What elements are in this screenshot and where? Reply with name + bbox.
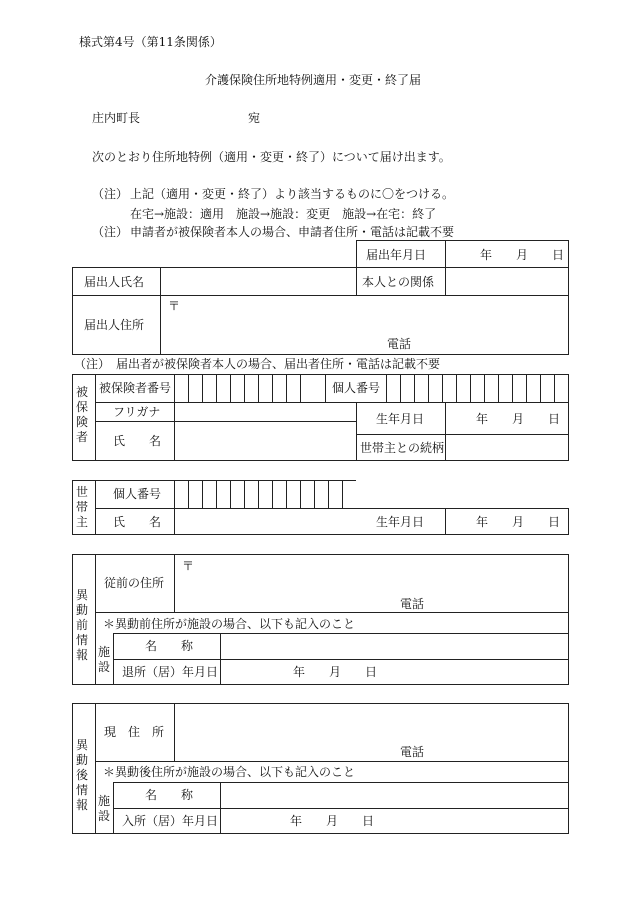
notifier-address-label: 届出人住所 [84,318,145,332]
insured-birth-label: 生年月日 [376,412,425,426]
householder-side-label: 世帯主 [75,485,88,529]
before-date-value[interactable]: 年 月 日 [293,665,378,679]
before-facility-name-label: 名 称 [145,639,194,653]
after-phone-label: 電話 [400,745,425,759]
form-number: 様式第4号（第11条関係） [79,35,222,49]
after-date-value[interactable]: 年 月 日 [290,814,375,828]
insured-personal-number-cells[interactable] [386,374,568,402]
form-title: 介護保険住所地特例適用・変更・終了届 [205,73,422,87]
insured-relation-label: 世帯主との続柄 [360,441,445,455]
householder-name-label: 氏 名 [113,515,162,529]
insured-birth-value[interactable]: 年 月 日 [476,412,561,426]
addressee: 庄内町長 [92,111,141,125]
notify-date-label: 届出年月日 [366,248,427,262]
before-facility-note: ＊異動前住所が施設の場合、以下も記入のこと [103,617,356,631]
note3-text: （注） 届出者が被保険者本人の場合、届出者住所・電話は記載不要 [74,357,441,371]
before-date-label: 退所（居）年月日 [122,665,219,679]
insured-name-label: 氏 名 [113,434,162,448]
before-postal-mark: 〒 [182,559,195,573]
householder-birth-value[interactable]: 年 月 日 [476,515,561,529]
householder-personal-number-label: 個人番号 [113,487,162,501]
note1-text: 上記（適用・変更・終了）より該当するものに〇をつける。 [130,187,455,201]
insured-side-label: 被保険者 [75,385,88,444]
note1-mark: （注） [92,187,129,201]
note2-text: 申請者が被保険者本人の場合、申請者住所・電話は記載不要 [130,225,455,239]
insured-furigana-label: フリガナ [113,405,161,419]
after-facility-name-label: 名 称 [145,788,194,802]
postal-mark: 〒 [168,299,181,313]
insured-number-label: 被保険者番号 [99,381,172,395]
after-move-side-label: 異動後情報 [75,738,88,812]
addressee-suffix: 宛 [248,111,261,125]
after-address-label: 現 住 所 [104,725,165,739]
intro-text: 次のとおり住所地特例（適用・変更・終了）について届け出ます。 [92,150,451,164]
insured-personal-number-label: 個人番号 [332,381,381,395]
before-move-side-label: 異動前情報 [75,588,88,662]
notifier-phone-label: 電話 [387,337,412,351]
notify-date-value[interactable]: 年 月 日 [480,248,565,262]
after-facility-note: ＊異動後住所が施設の場合、以下も記入のこと [103,765,356,779]
notifier-relation-label: 本人との関係 [362,275,435,289]
before-phone-label: 電話 [400,597,425,611]
after-date-label: 入所（居）年月日 [122,814,219,828]
before-address-label: 従前の住所 [104,576,165,590]
notifier-name-label: 届出人氏名 [84,275,145,289]
after-facility-label: 施設 [97,794,110,823]
note2-mark: （注） [92,225,129,239]
notifier-table [72,267,569,355]
householder-personal-number-cells[interactable] [174,480,356,508]
note1-detail: 在宅→施設：適用 施設→施設：変更 施設→在宅：終了 [130,207,437,221]
before-facility-label: 施設 [97,645,110,674]
insured-number-cells[interactable] [174,374,314,402]
householder-birth-label: 生年月日 [376,515,425,529]
